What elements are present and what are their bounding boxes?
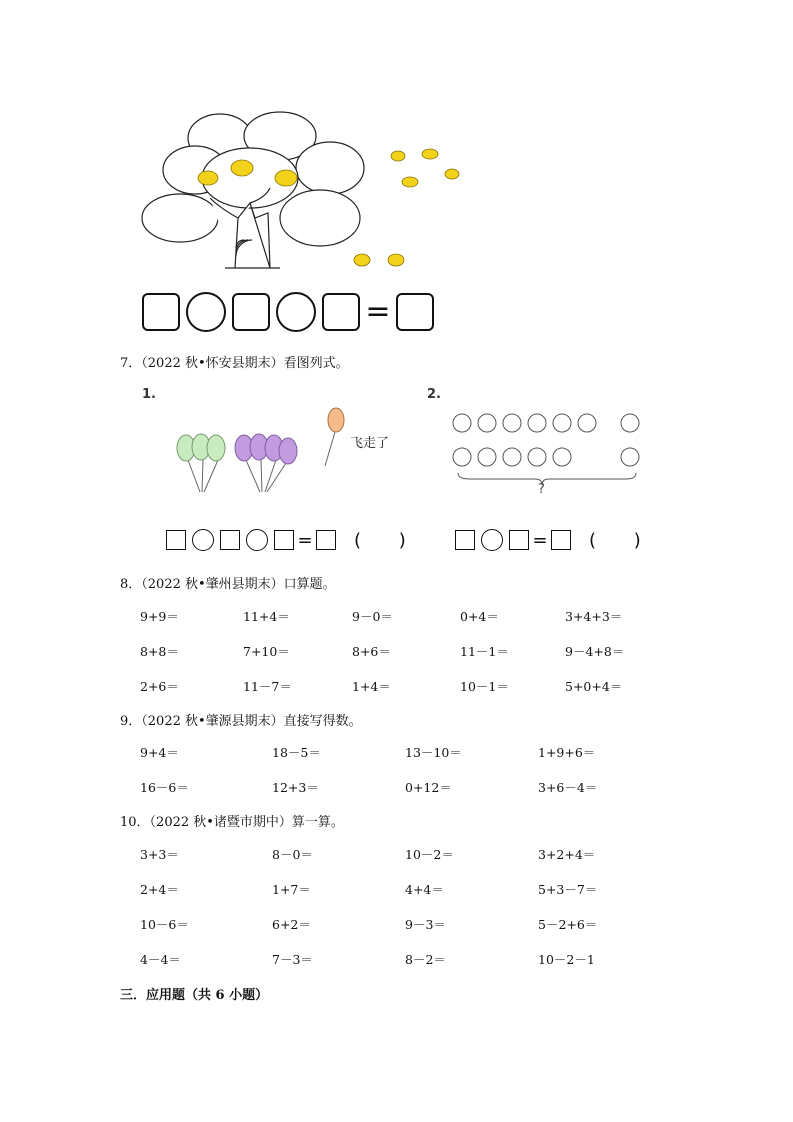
equation-row-q7-part2 [455, 526, 657, 554]
calc-item: 11－1＝ [460, 644, 509, 659]
calc-item: 9+4＝ [140, 745, 179, 760]
equation-row-q7-part1 [166, 526, 422, 554]
operator-circle[interactable] [481, 529, 503, 551]
operator-circle[interactable] [186, 292, 226, 332]
answer-box[interactable] [509, 530, 529, 550]
unit-paren[interactable]: ( ) [354, 529, 422, 551]
calc-item: 2+4＝ [140, 882, 179, 897]
calc-item: 8+6＝ [352, 644, 391, 659]
calc-item: 9－3＝ [405, 917, 446, 932]
part-1-label: 1. [142, 387, 156, 402]
calc-item: 3+2+4＝ [538, 847, 596, 862]
operator-circle[interactable] [192, 529, 214, 551]
equation-row-q6 [142, 290, 434, 334]
calc-item: 10－2＝ [405, 847, 454, 862]
calc-item: 9－0＝ [352, 609, 393, 624]
calc-item: 13－10＝ [405, 745, 462, 760]
calc-item: 4+4＝ [405, 882, 444, 897]
question-10-title: 10．（2022 秋•诸暨市期中）算一算。 [120, 815, 344, 830]
tree-with-birds-figure [140, 108, 480, 280]
calc-item: 3+4+3＝ [565, 609, 623, 624]
part-2-label: 2. [427, 387, 441, 402]
apples-figure [450, 405, 645, 500]
calc-item: 5+3－7＝ [538, 882, 598, 897]
answer-box[interactable] [316, 530, 336, 550]
answer-box[interactable] [322, 293, 360, 331]
equals-sign: = [365, 294, 391, 329]
operator-circle[interactable] [276, 292, 316, 332]
calc-item: 0+4＝ [460, 609, 499, 624]
question-8-title: 8．（2022 秋•肇州县期末）口算题。 [120, 577, 336, 592]
calc-item: 1+9+6＝ [538, 745, 596, 760]
answer-box[interactable] [396, 293, 434, 331]
calc-item: 7+10＝ [243, 644, 290, 659]
answer-box[interactable] [142, 293, 180, 331]
calc-item: 1+4＝ [352, 679, 391, 694]
calc-item: 3+6－4＝ [538, 780, 598, 795]
calc-item: 5－2+6＝ [538, 917, 598, 932]
calc-item: 7－3＝ [272, 952, 313, 967]
answer-box[interactable] [274, 530, 294, 550]
answer-box[interactable] [455, 530, 475, 550]
calc-item: 2+6＝ [140, 679, 179, 694]
fly-away-label: 飞走了 [350, 436, 390, 451]
calc-item: 18－5＝ [272, 745, 321, 760]
answer-box[interactable] [220, 530, 240, 550]
calc-item: 3+3＝ [140, 847, 179, 862]
section-3-heading: 三．应用题（共 6 小题） [120, 988, 269, 1003]
calc-item: 12+3＝ [272, 780, 319, 795]
answer-box[interactable] [551, 530, 571, 550]
operator-circle[interactable] [246, 529, 268, 551]
answer-box[interactable] [166, 530, 186, 550]
calc-item: 8－2＝ [405, 952, 446, 967]
question-mark: ? [538, 482, 545, 497]
calc-item: 8+8＝ [140, 644, 179, 659]
calc-item: 10－1＝ [460, 679, 509, 694]
calc-item: 10－6＝ [140, 917, 189, 932]
unit-paren[interactable]: ( ) [589, 529, 657, 551]
calc-item: 4－4＝ [140, 952, 181, 967]
calc-item: 16－6＝ [140, 780, 189, 795]
calc-item: 6+2＝ [272, 917, 311, 932]
calc-item: 0+12＝ [405, 780, 452, 795]
calc-item: 11－7＝ [243, 679, 292, 694]
answer-box[interactable] [232, 293, 270, 331]
question-9-title: 9．（2022 秋•肇源县期末）直接写得数。 [120, 714, 362, 729]
calc-item: 11+4＝ [243, 609, 290, 624]
calc-item: 8－0＝ [272, 847, 313, 862]
calc-item: 9－4+8＝ [565, 644, 625, 659]
equals-sign: = [297, 529, 313, 551]
calc-item: 9+9＝ [140, 609, 179, 624]
calc-item: 1+7＝ [272, 882, 311, 897]
equals-sign: = [532, 529, 548, 551]
question-7-title: 7．（2022 秋•怀安县期末）看图列式。 [120, 356, 349, 371]
calc-item: 10－2－1 [538, 952, 595, 967]
calc-item: 5+0+4＝ [565, 679, 623, 694]
